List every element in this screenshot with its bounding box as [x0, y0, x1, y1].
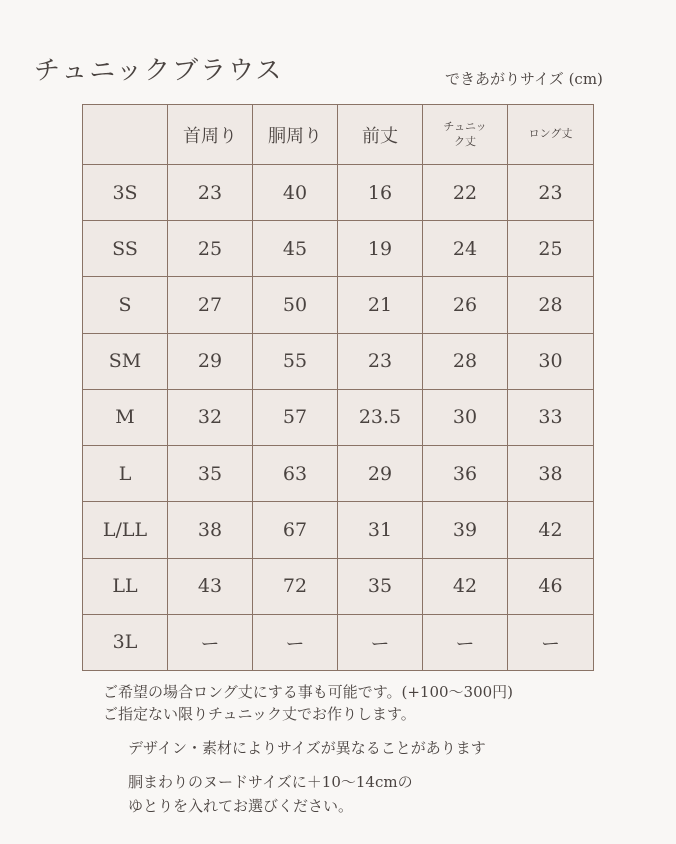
- measurement-cell: 46: [508, 558, 594, 614]
- measurement-cell: ー: [168, 614, 253, 670]
- measurement-cell: 72: [253, 558, 338, 614]
- size-label-cell: M: [83, 389, 168, 445]
- measurement-cell: 38: [508, 446, 594, 502]
- table-row: [83, 502, 594, 558]
- measurement-cell: 40: [253, 165, 338, 221]
- note-line-3: デザイン・素材によりサイズが異なることがあります: [128, 739, 486, 757]
- table-header-row: [83, 105, 594, 165]
- measurement-cell: 36: [423, 446, 508, 502]
- measurement-cell: 23: [338, 333, 423, 389]
- measurement-cell: ー: [508, 614, 594, 670]
- measurement-cell: 22: [423, 165, 508, 221]
- measurement-cell: 50: [253, 277, 338, 333]
- note-line-5: ゆとりを入れてお選びください。: [128, 797, 354, 815]
- size-label-cell: 3S: [83, 165, 168, 221]
- measurement-cell: 45: [253, 221, 338, 277]
- measurement-cell: 57: [253, 389, 338, 445]
- measurement-cell: 21: [338, 277, 423, 333]
- size-table: [82, 104, 594, 671]
- measurement-cell: 28: [508, 277, 594, 333]
- note-line-1: ご希望の場合ロング丈にする事も可能です。(+100〜300円): [103, 683, 514, 701]
- notes-block: [103, 681, 513, 725]
- header-waist: 胴周り: [253, 105, 338, 165]
- size-label-cell: SM: [83, 333, 168, 389]
- measurement-cell: 42: [508, 502, 594, 558]
- measurement-cell: 42: [423, 558, 508, 614]
- measurement-cell: 23: [168, 165, 253, 221]
- table-body: [83, 165, 594, 671]
- table-row: [83, 614, 594, 670]
- size-label-cell: L/LL: [83, 502, 168, 558]
- measurement-cell: 29: [168, 333, 253, 389]
- measurement-cell: 39: [423, 502, 508, 558]
- measurement-cell: 43: [168, 558, 253, 614]
- table-row: [83, 558, 594, 614]
- header-long-length: ロング丈: [508, 105, 594, 165]
- measurement-cell: ー: [338, 614, 423, 670]
- header-tunic-length-label: チュニック丈: [443, 119, 487, 148]
- size-label-cell: LL: [83, 558, 168, 614]
- table-row: [83, 165, 594, 221]
- size-label-cell: 3L: [83, 614, 168, 670]
- table-row: [83, 221, 594, 277]
- measurement-cell: 67: [253, 502, 338, 558]
- table-row: [83, 446, 594, 502]
- table-row: [83, 333, 594, 389]
- header-front-length: 前丈: [338, 105, 423, 165]
- measurement-cell: 29: [338, 446, 423, 502]
- measurement-cell: 23.5: [338, 389, 423, 445]
- measurement-cell: ー: [253, 614, 338, 670]
- measurement-cell: 24: [423, 221, 508, 277]
- measurement-cell: 26: [423, 277, 508, 333]
- measurement-cell: 30: [423, 389, 508, 445]
- header-neck: 首周り: [168, 105, 253, 165]
- measurement-cell: 33: [508, 389, 594, 445]
- measurement-cell: 27: [168, 277, 253, 333]
- header-tunic-length: [423, 105, 508, 165]
- measurement-cell: 63: [253, 446, 338, 502]
- measurement-cell: 35: [168, 446, 253, 502]
- measurement-cell: 55: [253, 333, 338, 389]
- measurement-cell: 30: [508, 333, 594, 389]
- header-corner: [83, 105, 168, 165]
- measurement-cell: 31: [338, 502, 423, 558]
- table-row: [83, 389, 594, 445]
- note-line-4: 胴まわりのヌードサイズに＋10〜14cmの: [128, 773, 413, 791]
- measurement-cell: ー: [423, 614, 508, 670]
- page-title: チュニックブラウス: [34, 56, 284, 86]
- measurement-cell: 28: [423, 333, 508, 389]
- measurement-cell: 38: [168, 502, 253, 558]
- unit-label: できあがりサイズ (cm): [445, 70, 603, 88]
- measurement-cell: 32: [168, 389, 253, 445]
- measurement-cell: 35: [338, 558, 423, 614]
- size-label-cell: S: [83, 277, 168, 333]
- measurement-cell: 25: [168, 221, 253, 277]
- measurement-cell: 19: [338, 221, 423, 277]
- size-label-cell: L: [83, 446, 168, 502]
- table-row: [83, 277, 594, 333]
- size-label-cell: SS: [83, 221, 168, 277]
- note-line-2: ご指定ない限りチュニック丈でお作りします。: [103, 705, 416, 723]
- measurement-cell: 25: [508, 221, 594, 277]
- measurement-cell: 16: [338, 165, 423, 221]
- measurement-cell: 23: [508, 165, 594, 221]
